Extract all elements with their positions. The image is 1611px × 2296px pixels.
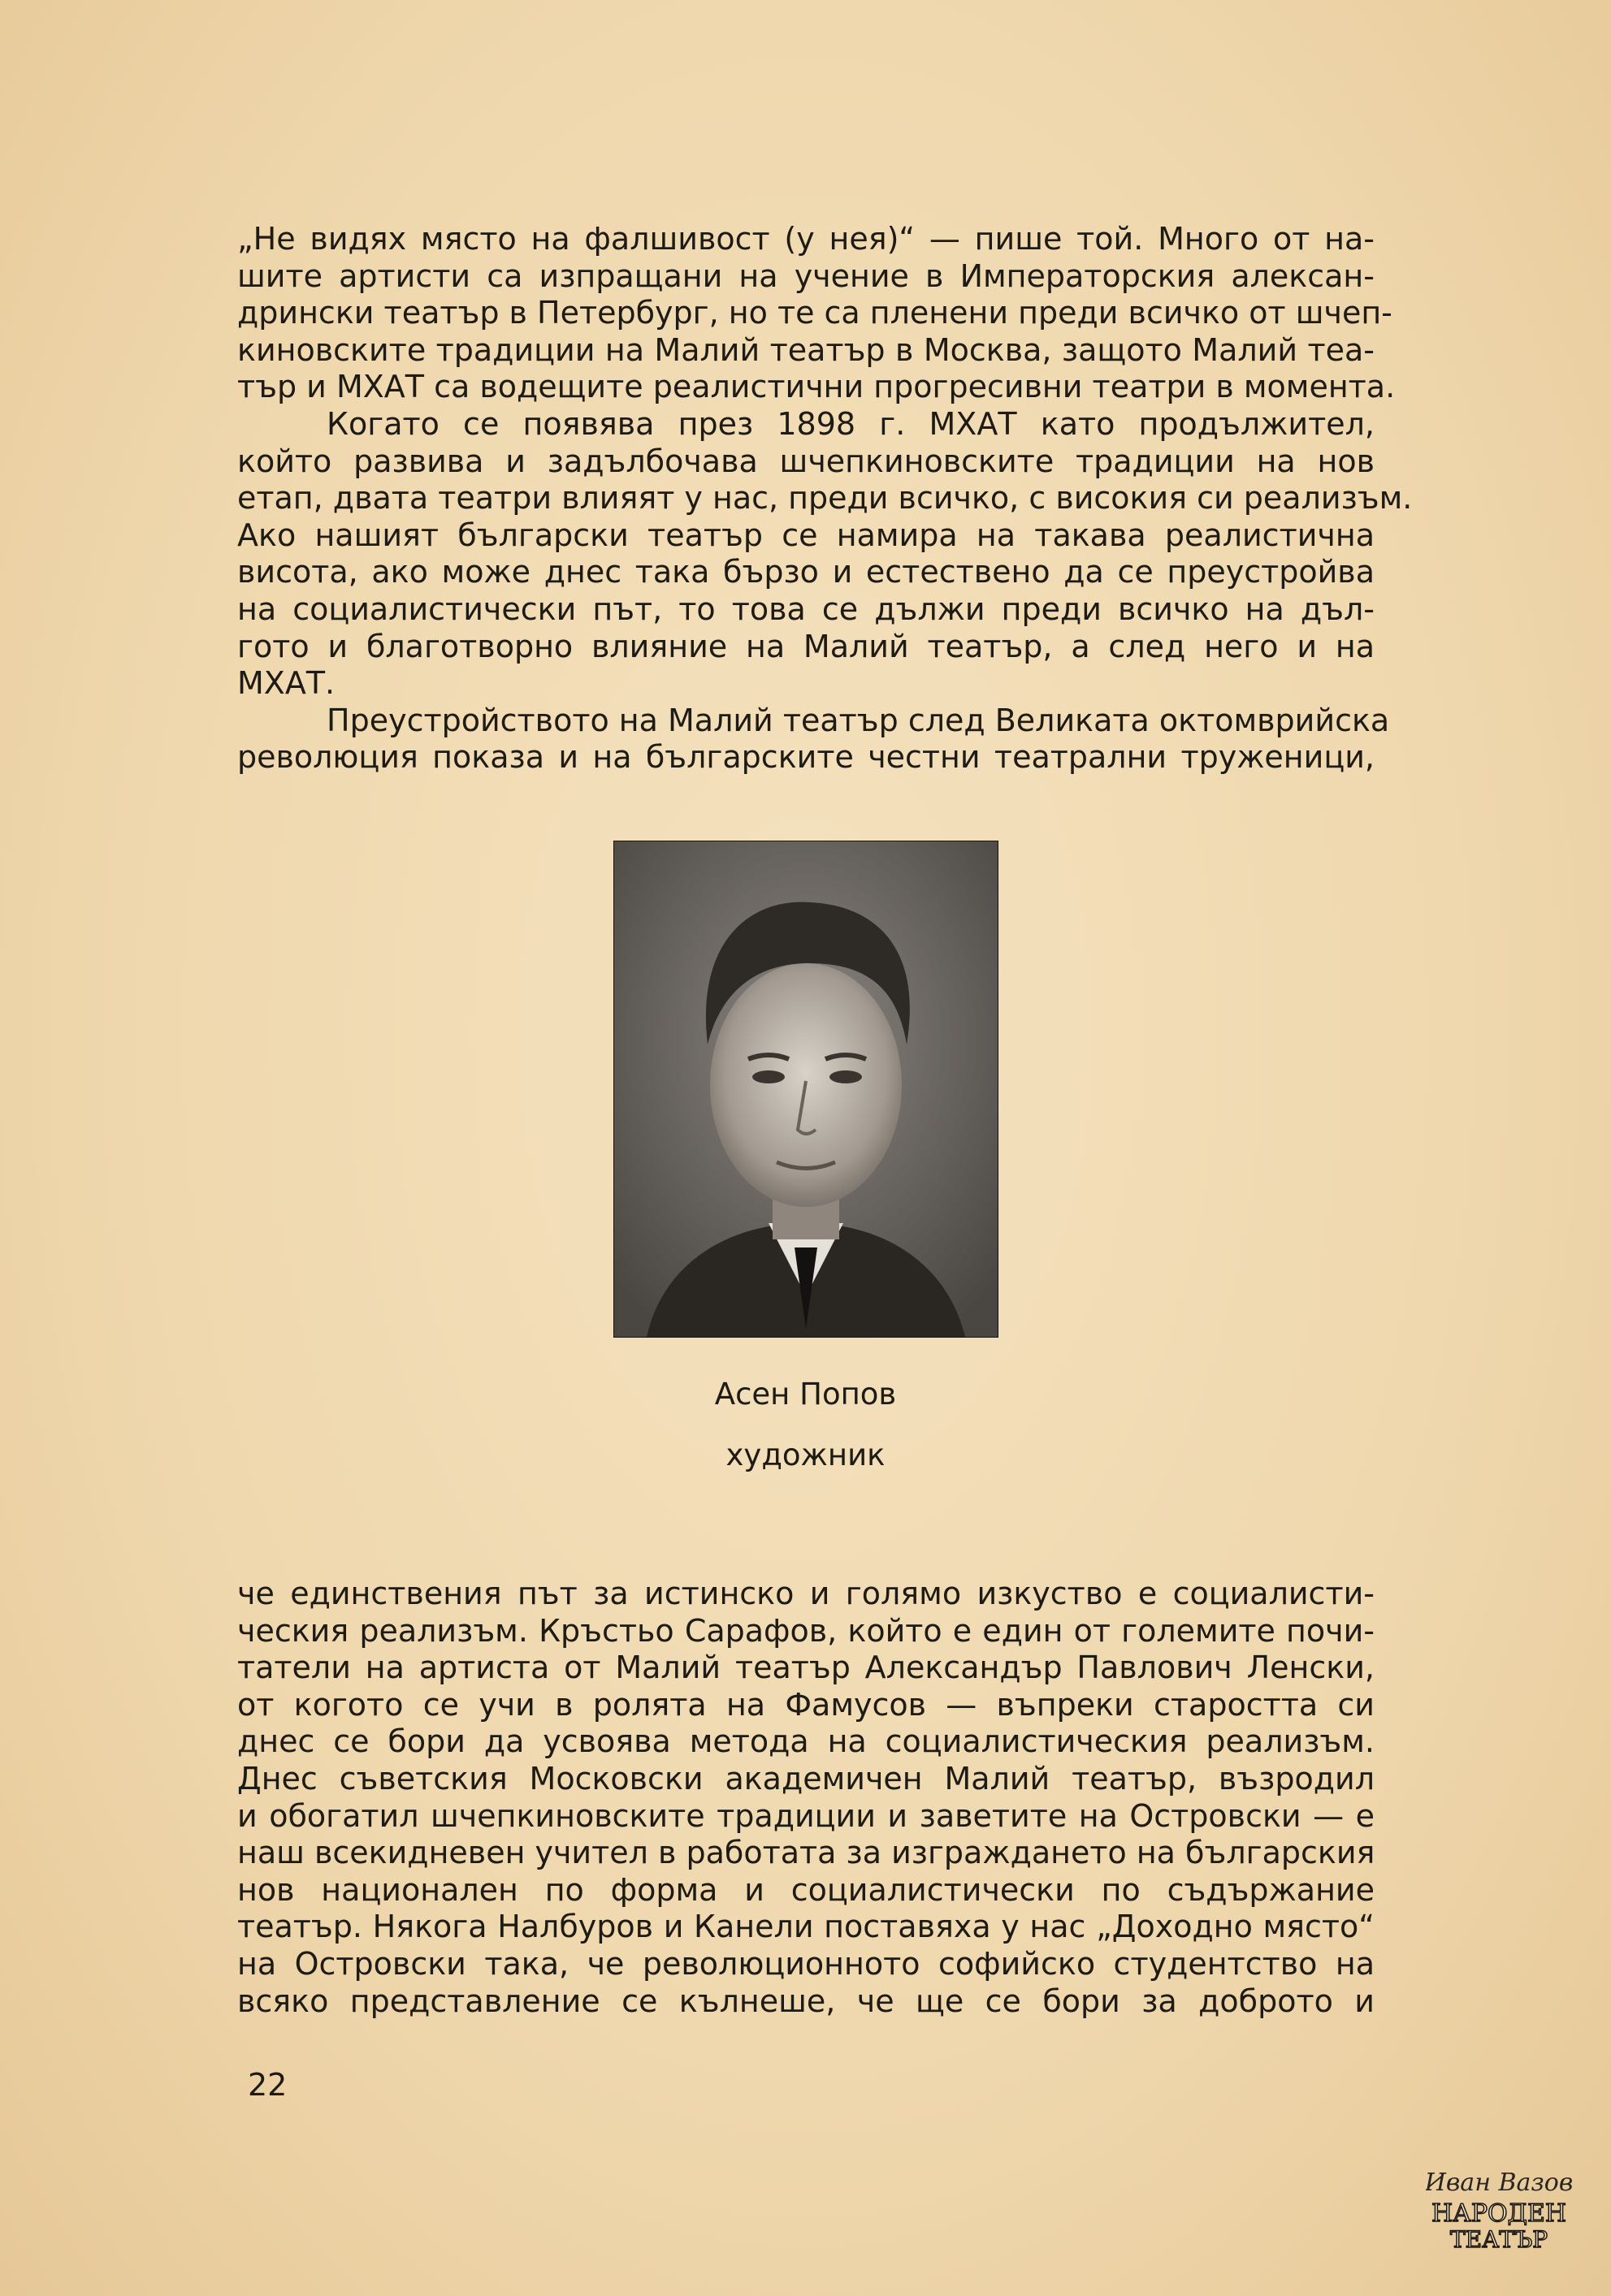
text-line: от когото се учи в ролята на Фамусов — въпреки старостта си bbox=[237, 1686, 1375, 1723]
text-line: на социалистически път, то това се дължи преди всичко на дъл- bbox=[237, 590, 1375, 627]
text-line: днес се бори да усвоява метода на социалистическия реализъм. bbox=[237, 1723, 1375, 1760]
paragraph-bottom bbox=[237, 1576, 1375, 2020]
caption-role: художник bbox=[725, 1438, 886, 1472]
text-line: шите артисти са изпращани на учение в Императорския алексан- bbox=[237, 257, 1375, 294]
text-line: ческия реализъм. Кръстьо Сарафов, който е един от големите почи- bbox=[237, 1612, 1375, 1649]
text-line: дрински театър в Петербург, но те са пленени преди всичко от шчеп- bbox=[237, 295, 1392, 331]
logo-signature: Иван Вазов bbox=[1426, 2168, 1572, 2197]
text-line: театър. Някога Налбуров и Канели поставяха у нас „Доходно място“ bbox=[237, 1909, 1375, 1945]
text-line: гото и благотворно влияние на Малий театър, а след него и на bbox=[237, 628, 1375, 664]
national-theatre-logo bbox=[1426, 2164, 1572, 2258]
text-line: всяко представление се кълнеше, че ще се бори за доброто и bbox=[237, 1983, 1375, 2019]
text-line: тър и МХАТ са водещите реалистични прогресивни театри в момента. bbox=[237, 369, 1396, 405]
text-line: нов национален по форма и социалистически по съдържание bbox=[237, 1871, 1375, 1908]
logo-line1: НАРОДЕН bbox=[1431, 2199, 1567, 2228]
text-line: МХАТ. bbox=[237, 665, 336, 702]
paragraph-top bbox=[237, 221, 1413, 776]
text-line: Когато се появява през 1898 г. МХАТ като продължител, bbox=[327, 405, 1375, 442]
portrait-image bbox=[614, 841, 998, 1337]
caption-name: Асен Попов bbox=[714, 1377, 897, 1412]
logo-image bbox=[1426, 2164, 1572, 2258]
text-line: че единствения път за истинско и голямо изкуство е социалисти- bbox=[237, 1576, 1375, 1611]
text-line: на Островски така, че революционното софийско студентство на bbox=[237, 1945, 1375, 1982]
text-line: киновските традиции на Малий театър в Москва, защото Малий теа- bbox=[237, 331, 1375, 368]
text-line: етап, двата театри влияят у нас, преди всичко, с високия си реализъм. bbox=[237, 480, 1413, 517]
text-line: наш всекидневен учител в работата за изграждането на българския bbox=[237, 1835, 1375, 1871]
logo-line2: ТЕАТЪР bbox=[1449, 2226, 1548, 2253]
text-line: Ако нашият български театър се намира на такава реалистична bbox=[237, 517, 1375, 553]
portrait-photo bbox=[613, 841, 998, 1338]
text-line: Преустройството на Малий театър след Великата октомврийска bbox=[327, 702, 1390, 738]
text-line: татели на артиста от Малий театър Александър Павлович Ленски, bbox=[237, 1650, 1375, 1686]
text-line: революция показа и на българските честни театрални труженици, bbox=[237, 739, 1375, 776]
text-line: Днес съветския Московски академичен Малий театър, възродил bbox=[237, 1760, 1375, 1797]
text-line: който развива и задълбочава шчепкиновските традиции на нов bbox=[237, 443, 1375, 479]
text-line: и обогатил шчепкиновските традиции и заветите на Островски — е bbox=[237, 1797, 1375, 1834]
page-number: 22 bbox=[248, 2067, 288, 2103]
text-line: „Не видях място на фалшивост (у нея)“ — пише той. Много от на- bbox=[237, 221, 1375, 257]
text-line: висота, ако може днес така бързо и естествено да се преустройва bbox=[237, 554, 1375, 590]
